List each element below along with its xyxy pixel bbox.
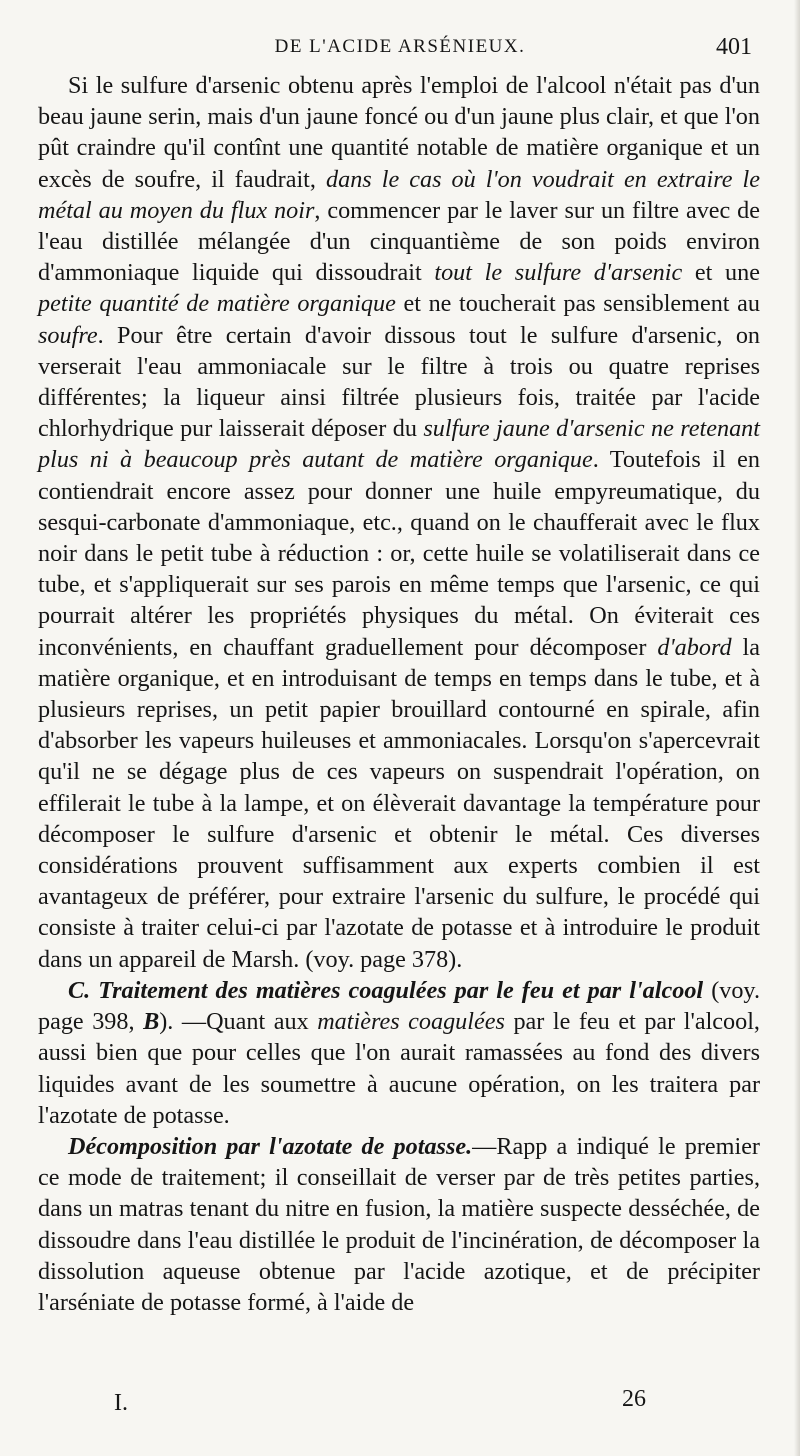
text-run: et ne toucherait pas sensiblement au xyxy=(395,290,760,318)
text-run: par le feu et par l'alcool, aussi bien que pour celles que l'on aurait ramassées au fond des divers liquides avant de les soumettre à aucune opération, on les traitera par l'azotate de potasse. xyxy=(38,1008,760,1129)
italic-text-run: matières coagulées xyxy=(317,1008,505,1036)
page-header xyxy=(0,34,800,66)
italic-text-run: soufre xyxy=(38,321,98,349)
text-run: Si le sulfure d'arsenic obtenu après l'emploi de l'alcool n'était pas d'un beau jaune serin, mais d'un jaune foncé ou d'un jaune plus clair, et que l'on pût craindre qu'il contînt une quantité notable de matière organique et un excès de soufre, il faudrait, xyxy=(38,72,760,193)
page-edge xyxy=(794,0,800,1456)
page-footer xyxy=(0,1386,800,1426)
italic-text-run: sulfure jaune d'arsenic ne retenant plus ni à beaucoup près autant de matière organique xyxy=(38,415,760,474)
paragraph xyxy=(38,70,760,975)
text-run: et une xyxy=(682,259,760,287)
heading-text-run: B xyxy=(143,1008,160,1036)
text-run: . Pour être certain d'avoir dissous tout le sulfure d'arsenic, on verserait l'eau ammoniacale sur le filtre à trois ou quatre reprises différentes; la liqueur ainsi filtrée plusieurs fois, traitée par l'acide chlorhydrique pur laisserait déposer du xyxy=(38,321,760,443)
italic-text-run: dans le cas où l'on voudrait en extraire le métal au moyen du flux noir xyxy=(38,165,760,224)
heading-text-run: Décomposition par l'azotate de potasse. xyxy=(68,1132,473,1160)
text-run: (voy. page 398, xyxy=(38,976,760,1036)
italic-text-run: petite quantité de matière organique xyxy=(38,290,396,318)
sheet-number: 26 xyxy=(622,1386,646,1412)
heading-text-run: C. Traitement des matières coagulées par le feu et par l'alcool xyxy=(68,976,704,1004)
italic-text-run: tout le sulfure d'arsenic xyxy=(434,259,683,287)
text-run: —Rapp a indiqué le premier ce mode de traitement; il conseillait de verser par de très petites parties, dans un matras tenant du nitre en fusion, la matière suspecte desséchée, de dissoudre dans l'eau distillée le produit de l'incinération, de décomposer la dissolution aqueuse obtenue par l'acide azotique, et de précipiter l'arséniate de potasse formé, à l'aide de xyxy=(38,1132,760,1316)
page-number: 401 xyxy=(716,34,752,60)
running-title: DE L'ACIDE ARSÉNIEUX. xyxy=(274,36,526,57)
paragraph xyxy=(38,975,760,1131)
text-run: la matière organique, et en introduisant de temps en temps dans le tube, et à plusieurs reprises, un petit papier brouillard contourné en spirale, afin d'absorber les vapeurs huileuses et ammoniacales. Lorsqu'on s'apercevrait qu'il ne se dégage plus de ces vapeurs on suspendrait l'opération, on effilerait le tube à la lampe, et on élèverait davantage la température pour décomposer le sulfure d'arsenic et obtenir le métal. Ces diverses considérations prouvent suffisamment aux experts combien il est avantageux de préférer, pour extraire l'arsenic du sulfure, le procédé qui consiste à traiter celui-ci par l'azotate de potasse et à introduire le produit dans un appareil de Marsh. (voy. page 378). xyxy=(38,633,760,973)
text-run: . Toutefois il en contiendrait encore assez pour donner une huile empyreumatique, du sesqui-carbonate d'ammoniaque, etc., quand on le chaufferait avec le flux noir dans le petit tube à réduction : or, cette huile se volatiliserait dans ce tube, et s'appliquerait sur ses parois en même temps que l'arsenic, ce qui pourrait altérer les propriétés physiques du métal. On éviterait ces inconvénients, en chauffant graduellement pour décomposer xyxy=(38,446,760,661)
paragraph xyxy=(38,1131,760,1318)
italic-text-run: d'abord xyxy=(657,633,732,661)
signature-mark: I. xyxy=(114,1390,128,1416)
text-run: ). —Quant aux xyxy=(159,1008,318,1036)
text-run: , commencer par le laver sur un filtre avec de l'eau distillée mélangée d'un cinquantième de son poids environ d'ammoniaque liquide qui dissoudrait xyxy=(38,196,761,287)
body-text xyxy=(38,70,760,1318)
